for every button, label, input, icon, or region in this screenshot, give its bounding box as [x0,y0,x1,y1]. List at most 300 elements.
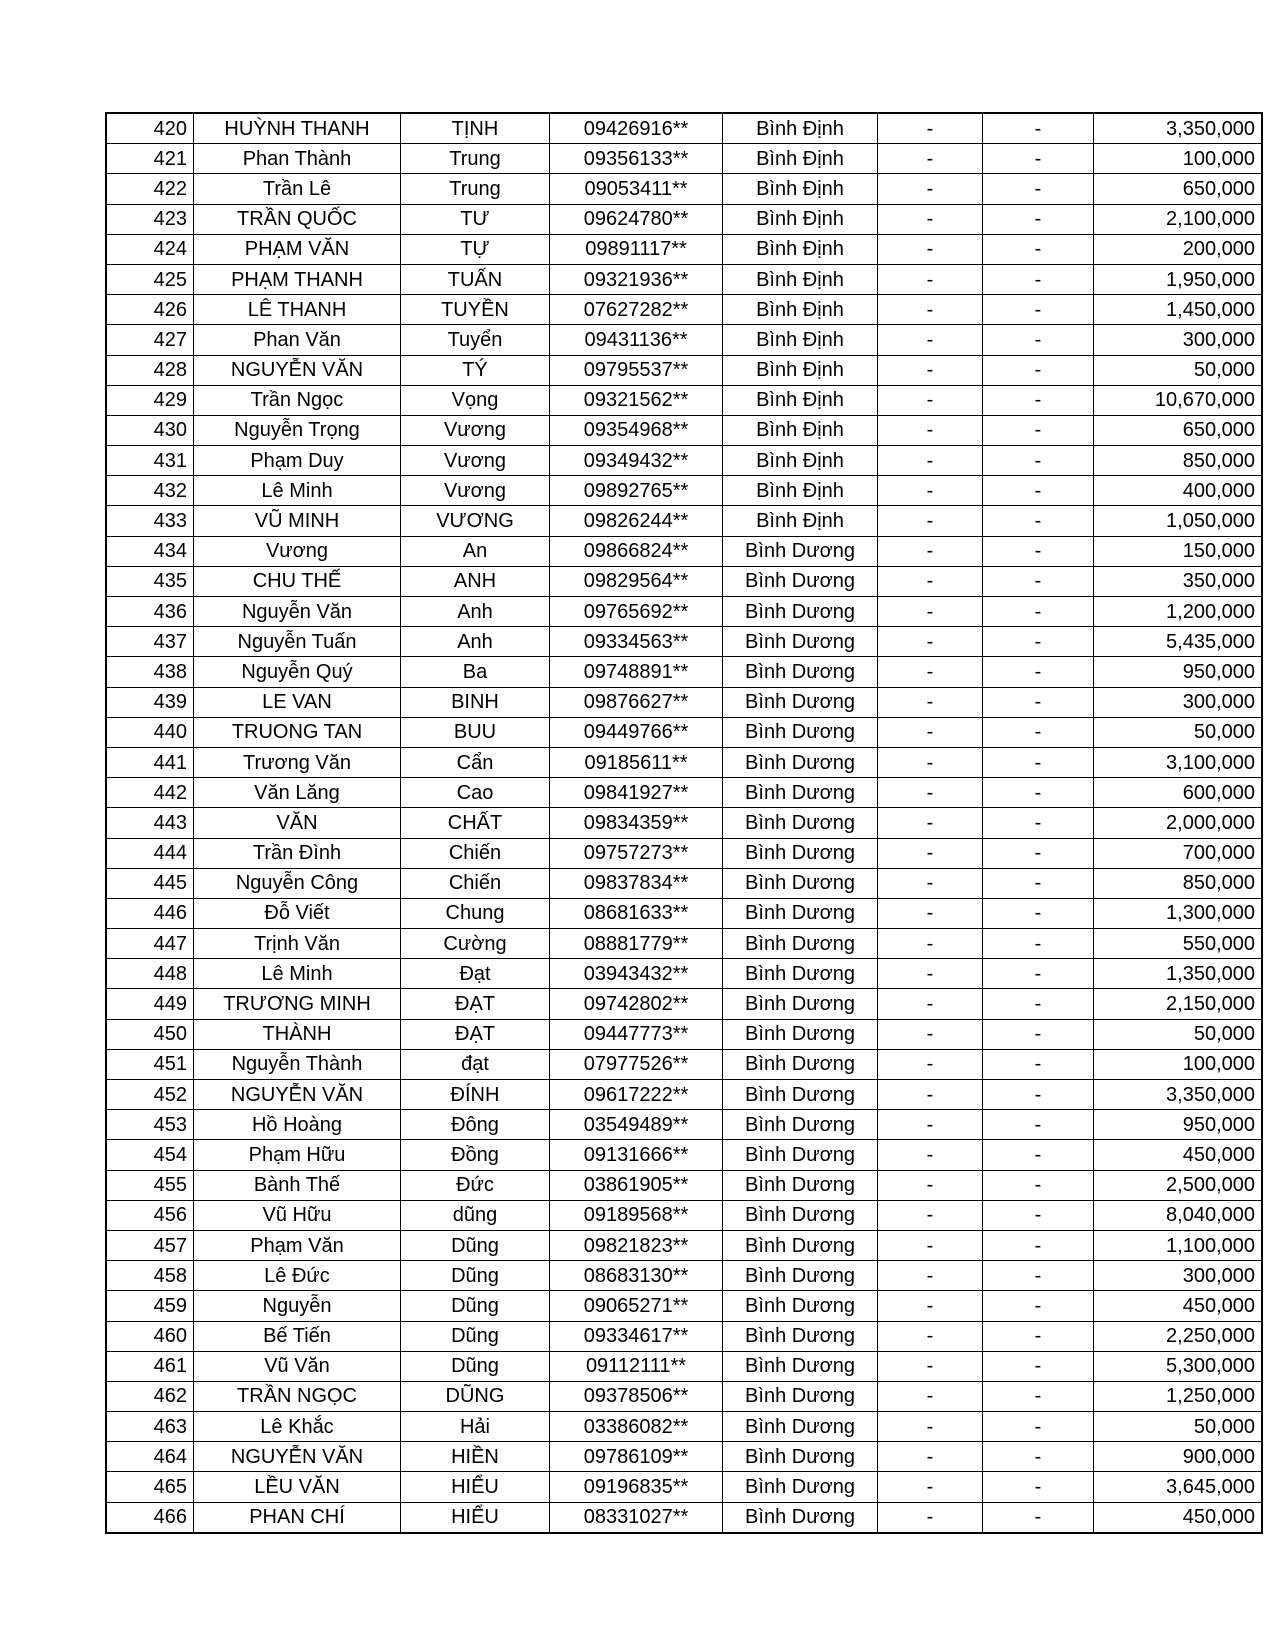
dash-cell-1: - [878,264,983,294]
table-row [106,808,1262,838]
row-number: 464 [106,1442,194,1472]
given-name-cell: An [401,536,550,566]
amount-cell: 1,300,000 [1094,898,1263,928]
surname-cell: PHẠM THANH [194,264,401,294]
amount-cell: 50,000 [1094,355,1263,385]
phone-cell: 09757273** [550,838,723,868]
phone-cell: 09356133** [550,144,723,174]
phone-cell: 09431136** [550,325,723,355]
table-row [106,355,1262,385]
dash-cell-1: - [878,747,983,777]
surname-cell: LÊ THANH [194,295,401,325]
given-name-cell: Đức [401,1170,550,1200]
surname-cell: LE VAN [194,687,401,717]
amount-cell: 3,645,000 [1094,1472,1263,1502]
table-row [106,1351,1262,1381]
given-name-cell: TÝ [401,355,550,385]
phone-cell: 09876627** [550,687,723,717]
dash-cell-2: - [983,1261,1094,1291]
given-name-cell: Vương [401,446,550,476]
province-cell: Bình Dương [723,868,878,898]
dash-cell-1: - [878,778,983,808]
row-number: 465 [106,1472,194,1502]
province-cell: Bình Dương [723,717,878,747]
phone-cell: 07627282** [550,295,723,325]
amount-cell: 1,450,000 [1094,295,1263,325]
dash-cell-2: - [983,325,1094,355]
table-row [106,868,1262,898]
row-number: 448 [106,959,194,989]
table-row [106,204,1262,234]
row-number: 432 [106,476,194,506]
amount-cell: 300,000 [1094,325,1263,355]
given-name-cell: Tuyển [401,325,550,355]
dash-cell-2: - [983,627,1094,657]
dash-cell-1: - [878,868,983,898]
given-name-cell: BUU [401,717,550,747]
amount-cell: 700,000 [1094,838,1263,868]
row-number: 461 [106,1351,194,1381]
province-cell: Bình Dương [723,1170,878,1200]
row-number: 430 [106,415,194,445]
given-name-cell: ĐẠT [401,989,550,1019]
given-name-cell: TUẤN [401,264,550,294]
surname-cell: Vũ Hữu [194,1200,401,1230]
table-row [106,747,1262,777]
dash-cell-1: - [878,929,983,959]
province-cell: Bình Dương [723,959,878,989]
dash-cell-1: - [878,989,983,1019]
dash-cell-2: - [983,1140,1094,1170]
surname-cell: Trần Lê [194,174,401,204]
dash-cell-1: - [878,1412,983,1442]
dash-cell-1: - [878,687,983,717]
dash-cell-2: - [983,1291,1094,1321]
table-row [106,1442,1262,1472]
row-number: 450 [106,1019,194,1049]
dash-cell-1: - [878,1381,983,1411]
table-row [106,1472,1262,1502]
row-number: 452 [106,1080,194,1110]
surname-cell: Vũ Văn [194,1351,401,1381]
amount-cell: 350,000 [1094,566,1263,596]
table-row [106,536,1262,566]
dash-cell-1: - [878,959,983,989]
dash-cell-2: - [983,234,1094,264]
province-cell: Bình Định [723,355,878,385]
amount-cell: 950,000 [1094,1110,1263,1140]
province-cell: Bình Định [723,204,878,234]
row-number: 451 [106,1049,194,1079]
surname-cell: CHU THẾ [194,566,401,596]
table-row [106,113,1262,144]
province-cell: Bình Dương [723,747,878,777]
given-name-cell: HIỀN [401,1442,550,1472]
table-row [106,778,1262,808]
given-name-cell: Chiến [401,838,550,868]
row-number: 439 [106,687,194,717]
given-name-cell: Dũng [401,1261,550,1291]
amount-cell: 50,000 [1094,1412,1263,1442]
dash-cell-1: - [878,1472,983,1502]
table-row [106,1049,1262,1079]
row-number: 437 [106,627,194,657]
given-name-cell: Anh [401,627,550,657]
province-cell: Bình Dương [723,1442,878,1472]
phone-cell: 09321562** [550,385,723,415]
given-name-cell: ANH [401,566,550,596]
given-name-cell: Dũng [401,1230,550,1260]
dash-cell-2: - [983,929,1094,959]
phone-cell: 03549489** [550,1110,723,1140]
given-name-cell: Cẩn [401,747,550,777]
dash-cell-2: - [983,204,1094,234]
amount-cell: 2,500,000 [1094,1170,1263,1200]
phone-cell: 09185611** [550,747,723,777]
province-cell: Bình Định [723,415,878,445]
table-row [106,657,1262,687]
dash-cell-2: - [983,1442,1094,1472]
table-row [106,385,1262,415]
row-number: 456 [106,1200,194,1230]
province-cell: Bình Định [723,264,878,294]
given-name-cell: Đông [401,1110,550,1140]
dash-cell-2: - [983,536,1094,566]
dash-cell-2: - [983,1381,1094,1411]
dash-cell-1: - [878,144,983,174]
row-number: 421 [106,144,194,174]
table-row [106,627,1262,657]
dash-cell-1: - [878,1261,983,1291]
province-cell: Bình Dương [723,1291,878,1321]
amount-cell: 550,000 [1094,929,1263,959]
dash-cell-1: - [878,506,983,536]
dash-cell-1: - [878,295,983,325]
row-number: 453 [106,1110,194,1140]
phone-cell: 08681633** [550,898,723,928]
dash-cell-2: - [983,717,1094,747]
surname-cell: TRUONG TAN [194,717,401,747]
phone-cell: 03861905** [550,1170,723,1200]
province-cell: Bình Dương [723,1412,878,1442]
phone-cell: 09334563** [550,627,723,657]
phone-cell: 03943432** [550,959,723,989]
surname-cell: Phạm Hữu [194,1140,401,1170]
surname-cell: Nguyễn Thành [194,1049,401,1079]
phone-cell: 09821823** [550,1230,723,1260]
province-cell: Bình Định [723,174,878,204]
province-cell: Bình Dương [723,1381,878,1411]
dash-cell-1: - [878,1110,983,1140]
table-row [106,1291,1262,1321]
province-cell: Bình Định [723,113,878,144]
province-cell: Bình Dương [723,989,878,1019]
dash-cell-2: - [983,778,1094,808]
dash-cell-1: - [878,566,983,596]
province-cell: Bình Định [723,325,878,355]
surname-cell: TRẦN NGỌC [194,1381,401,1411]
dash-cell-1: - [878,657,983,687]
dash-cell-1: - [878,1502,983,1533]
dash-cell-2: - [983,1049,1094,1079]
table-row [106,234,1262,264]
surname-cell: Nguyễn Quý [194,657,401,687]
table-row [106,898,1262,928]
phone-cell: 09449766** [550,717,723,747]
phone-cell: 09617222** [550,1080,723,1110]
given-name-cell: Vọng [401,385,550,415]
surname-cell: Trần Đình [194,838,401,868]
table-row [106,959,1262,989]
given-name-cell: Vương [401,476,550,506]
row-number: 445 [106,868,194,898]
phone-cell: 09866824** [550,536,723,566]
table-row [106,1230,1262,1260]
table-row [106,838,1262,868]
row-number: 426 [106,295,194,325]
province-cell: Bình Dương [723,1472,878,1502]
province-cell: Bình Dương [723,536,878,566]
row-number: 433 [106,506,194,536]
dash-cell-1: - [878,898,983,928]
table-row [106,1140,1262,1170]
dash-cell-1: - [878,446,983,476]
amount-cell: 100,000 [1094,1049,1263,1079]
dash-cell-2: - [983,1170,1094,1200]
amount-cell: 950,000 [1094,657,1263,687]
dash-cell-2: - [983,264,1094,294]
amount-cell: 300,000 [1094,687,1263,717]
given-name-cell: TUYỀN [401,295,550,325]
given-name-cell: Cao [401,778,550,808]
amount-cell: 150,000 [1094,536,1263,566]
dash-cell-2: - [983,144,1094,174]
province-cell: Bình Dương [723,778,878,808]
table-row [106,1502,1262,1533]
province-cell: Bình Định [723,385,878,415]
table-row [106,1381,1262,1411]
phone-cell: 09795537** [550,355,723,385]
table-row [106,415,1262,445]
dash-cell-1: - [878,1140,983,1170]
amount-cell: 2,100,000 [1094,204,1263,234]
dash-cell-2: - [983,597,1094,627]
surname-cell: Nguyễn [194,1291,401,1321]
province-cell: Bình Dương [723,1049,878,1079]
phone-cell: 09829564** [550,566,723,596]
surname-cell: VŨ MINH [194,506,401,536]
province-cell: Bình Định [723,295,878,325]
province-cell: Bình Dương [723,1261,878,1291]
dash-cell-2: - [983,446,1094,476]
dash-cell-2: - [983,113,1094,144]
amount-cell: 1,100,000 [1094,1230,1263,1260]
dash-cell-2: - [983,1110,1094,1140]
row-number: 427 [106,325,194,355]
row-number: 462 [106,1381,194,1411]
row-number: 429 [106,385,194,415]
surname-cell: Văn Lăng [194,778,401,808]
province-cell: Bình Dương [723,1502,878,1533]
row-number: 463 [106,1412,194,1442]
table-row [106,264,1262,294]
dash-cell-2: - [983,1080,1094,1110]
given-name-cell: Ba [401,657,550,687]
surname-cell: HUỲNH THANH [194,113,401,144]
table-row [106,1261,1262,1291]
province-cell: Bình Định [723,506,878,536]
dash-cell-1: - [878,808,983,838]
phone-cell: 09891117** [550,234,723,264]
phone-cell: 09892765** [550,476,723,506]
dash-cell-2: - [983,566,1094,596]
table-row [106,1019,1262,1049]
surname-cell: NGUYỄN VĂN [194,355,401,385]
phone-cell: 09426916** [550,113,723,144]
dash-cell-1: - [878,838,983,868]
dash-cell-2: - [983,808,1094,838]
province-cell: Bình Dương [723,1200,878,1230]
amount-cell: 450,000 [1094,1502,1263,1533]
dash-cell-2: - [983,989,1094,1019]
amount-cell: 3,350,000 [1094,1080,1263,1110]
province-cell: Bình Dương [723,687,878,717]
given-name-cell: Chung [401,898,550,928]
table-row [106,1412,1262,1442]
amount-cell: 5,435,000 [1094,627,1263,657]
row-number: 447 [106,929,194,959]
given-name-cell: đạt [401,1049,550,1079]
row-number: 424 [106,234,194,264]
given-name-cell: Cường [401,929,550,959]
phone-cell: 09748891** [550,657,723,687]
given-name-cell: TƯ [401,204,550,234]
province-cell: Bình Dương [723,1110,878,1140]
table-row [106,929,1262,959]
dash-cell-1: - [878,204,983,234]
dash-cell-2: - [983,1321,1094,1351]
phone-cell: 09786109** [550,1442,723,1472]
surname-cell: Nguyễn Công [194,868,401,898]
amount-cell: 1,350,000 [1094,959,1263,989]
province-cell: Bình Dương [723,1019,878,1049]
province-cell: Bình Dương [723,1230,878,1260]
dash-cell-2: - [983,898,1094,928]
surname-cell: Trịnh Văn [194,929,401,959]
row-number: 420 [106,113,194,144]
province-cell: Bình Dương [723,1321,878,1351]
surname-cell: Trần Ngọc [194,385,401,415]
table-row [106,295,1262,325]
dash-cell-2: - [983,1412,1094,1442]
phone-cell: 09196835** [550,1472,723,1502]
phone-cell: 09189568** [550,1200,723,1230]
table-row [106,1321,1262,1351]
amount-cell: 400,000 [1094,476,1263,506]
phone-cell: 09131666** [550,1140,723,1170]
table-row [106,506,1262,536]
phone-cell: 08683130** [550,1261,723,1291]
province-cell: Bình Định [723,144,878,174]
row-number: 454 [106,1140,194,1170]
dash-cell-1: - [878,325,983,355]
amount-cell: 1,250,000 [1094,1381,1263,1411]
amount-cell: 50,000 [1094,1019,1263,1049]
amount-cell: 5,300,000 [1094,1351,1263,1381]
phone-cell: 09378506** [550,1381,723,1411]
dash-cell-2: - [983,506,1094,536]
surname-cell: TRẦN QUỐC [194,204,401,234]
province-cell: Bình Dương [723,808,878,838]
given-name-cell: TỰ [401,234,550,264]
amount-cell: 650,000 [1094,415,1263,445]
province-cell: Bình Dương [723,627,878,657]
amount-cell: 50,000 [1094,717,1263,747]
dash-cell-1: - [878,1230,983,1260]
surname-cell: Nguyễn Văn [194,597,401,627]
row-number: 438 [106,657,194,687]
phone-cell: 09334617** [550,1321,723,1351]
amount-cell: 850,000 [1094,868,1263,898]
table-row [106,566,1262,596]
surname-cell: THÀNH [194,1019,401,1049]
table-row [106,144,1262,174]
phone-cell: 07977526** [550,1049,723,1079]
dash-cell-1: - [878,1291,983,1321]
surname-cell: NGUYỄN VĂN [194,1442,401,1472]
phone-cell: 09053411** [550,174,723,204]
amount-cell: 2,250,000 [1094,1321,1263,1351]
surname-cell: Nguyễn Tuấn [194,627,401,657]
surname-cell: TRƯƠNG MINH [194,989,401,1019]
amount-cell: 650,000 [1094,174,1263,204]
dash-cell-2: - [983,657,1094,687]
dash-cell-1: - [878,385,983,415]
table-row [106,174,1262,204]
row-number: 446 [106,898,194,928]
amount-cell: 450,000 [1094,1291,1263,1321]
row-number: 436 [106,597,194,627]
province-cell: Bình Dương [723,566,878,596]
surname-cell: Trương Văn [194,747,401,777]
province-cell: Bình Định [723,446,878,476]
dash-cell-2: - [983,868,1094,898]
row-number: 458 [106,1261,194,1291]
amount-cell: 450,000 [1094,1140,1263,1170]
dash-cell-2: - [983,295,1094,325]
amount-cell: 200,000 [1094,234,1263,264]
dash-cell-1: - [878,1442,983,1472]
surname-cell: Lê Minh [194,476,401,506]
amount-cell: 8,040,000 [1094,1200,1263,1230]
amount-cell: 300,000 [1094,1261,1263,1291]
given-name-cell: ĐẠT [401,1019,550,1049]
dash-cell-1: - [878,1019,983,1049]
province-cell: Bình Định [723,476,878,506]
surname-cell: Lê Minh [194,959,401,989]
dash-cell-1: - [878,536,983,566]
amount-cell: 1,050,000 [1094,506,1263,536]
dash-cell-1: - [878,1351,983,1381]
dash-cell-2: - [983,1230,1094,1260]
surname-cell: Hồ Hoàng [194,1110,401,1140]
phone-cell: 09834359** [550,808,723,838]
table-row [106,1170,1262,1200]
phone-cell: 09837834** [550,868,723,898]
row-number: 443 [106,808,194,838]
dash-cell-2: - [983,959,1094,989]
dash-cell-2: - [983,1351,1094,1381]
